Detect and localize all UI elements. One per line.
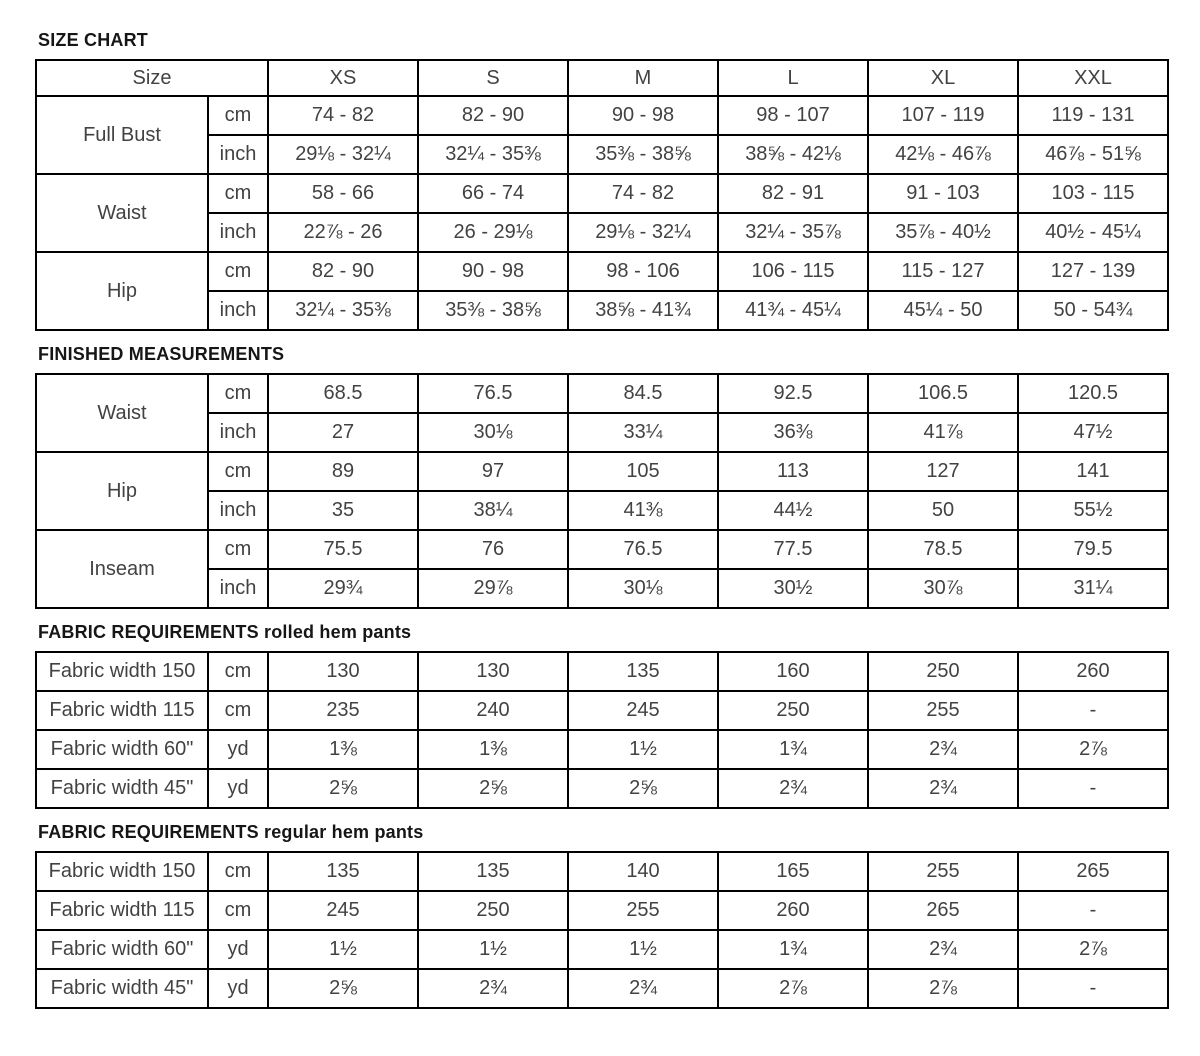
measurement-label: Fabric width 115 — [36, 891, 208, 930]
value-cell: 127 - 139 — [1018, 252, 1168, 291]
value-cell: 90 - 98 — [418, 252, 568, 291]
measurement-label: Fabric width 45" — [36, 969, 208, 1008]
value-cell: 119 - 131 — [1018, 96, 1168, 135]
value-cell: 141 — [1018, 452, 1168, 491]
finished-measurements-table — [35, 373, 1169, 609]
measurement-label: Waist — [36, 374, 208, 452]
value-cell: 1¾ — [718, 930, 868, 969]
value-cell: 76.5 — [418, 374, 568, 413]
value-cell: 98 - 107 — [718, 96, 868, 135]
value-cell: 165 — [718, 852, 868, 891]
measurement-label: Waist — [36, 174, 208, 252]
table-row — [36, 969, 1168, 1008]
section-title — [38, 343, 1200, 365]
value-cell: 135 — [568, 652, 718, 691]
value-cell: - — [1018, 969, 1168, 1008]
value-cell: 90 - 98 — [568, 96, 718, 135]
value-cell: 106.5 — [868, 374, 1018, 413]
table-row — [36, 96, 1168, 135]
value-cell: 29⅞ — [418, 569, 568, 608]
unit-label: yd — [208, 769, 268, 808]
value-cell: 89 — [268, 452, 418, 491]
value-cell: 58 - 66 — [268, 174, 418, 213]
value-cell: 97 — [418, 452, 568, 491]
section-title-text: FABRIC REQUIREMENTS — [38, 622, 259, 642]
measurement-tables-container — [35, 29, 1200, 1009]
value-cell: 77.5 — [718, 530, 868, 569]
value-cell: 1½ — [568, 930, 718, 969]
value-cell: 35 — [268, 491, 418, 530]
value-cell: 98 - 106 — [568, 252, 718, 291]
size-column-header: M — [568, 60, 718, 96]
measurement-label: Inseam — [36, 530, 208, 608]
value-cell: 35⅞ - 40½ — [868, 213, 1018, 252]
value-cell: 42⅛ - 46⅞ — [868, 135, 1018, 174]
value-cell: 245 — [568, 691, 718, 730]
unit-label: inch — [208, 413, 268, 452]
value-cell: 2⅞ — [868, 969, 1018, 1008]
table-row — [36, 452, 1168, 491]
value-cell: 78.5 — [868, 530, 1018, 569]
value-cell: 29⅛ - 32¼ — [568, 213, 718, 252]
value-cell: 160 — [718, 652, 868, 691]
unit-label: inch — [208, 213, 268, 252]
value-cell: 1⅜ — [268, 730, 418, 769]
unit-label: cm — [208, 96, 268, 135]
value-cell: 130 — [268, 652, 418, 691]
value-cell: 76.5 — [568, 530, 718, 569]
value-cell: 74 - 82 — [268, 96, 418, 135]
measurement-label: Fabric width 115 — [36, 691, 208, 730]
value-cell: 76 — [418, 530, 568, 569]
value-cell: 2⅝ — [268, 969, 418, 1008]
section-size-chart — [35, 29, 1200, 331]
value-cell: 115 - 127 — [868, 252, 1018, 291]
value-cell: - — [1018, 891, 1168, 930]
value-cell: 245 — [268, 891, 418, 930]
size-column-header: L — [718, 60, 868, 96]
value-cell: 2¾ — [868, 769, 1018, 808]
value-cell: 41⅞ — [868, 413, 1018, 452]
section-title-text: FABRIC REQUIREMENTS — [38, 822, 259, 842]
value-cell: 33¼ — [568, 413, 718, 452]
size-chart-table — [35, 59, 1169, 331]
value-cell: 75.5 — [268, 530, 418, 569]
unit-label: cm — [208, 174, 268, 213]
section-title-suffix: rolled hem pants — [264, 622, 412, 642]
value-cell: 2⅞ — [1018, 930, 1168, 969]
table-row — [36, 174, 1168, 213]
value-cell: 40½ - 45¼ — [1018, 213, 1168, 252]
section-fabric-requirements-rolled-hem — [35, 621, 1200, 809]
table-row — [36, 252, 1168, 291]
table-row — [36, 891, 1168, 930]
value-cell: 50 — [868, 491, 1018, 530]
value-cell: 135 — [268, 852, 418, 891]
value-cell: 35⅜ - 38⅝ — [418, 291, 568, 330]
value-cell: 41⅜ — [568, 491, 718, 530]
value-cell: 74 - 82 — [568, 174, 718, 213]
value-cell: 250 — [868, 652, 1018, 691]
unit-label: yd — [208, 730, 268, 769]
value-cell: 27 — [268, 413, 418, 452]
unit-label: inch — [208, 491, 268, 530]
table-row — [36, 374, 1168, 413]
unit-label: inch — [208, 569, 268, 608]
value-cell: 255 — [568, 891, 718, 930]
value-cell: 44½ — [718, 491, 868, 530]
value-cell: 31¼ — [1018, 569, 1168, 608]
value-cell: 127 — [868, 452, 1018, 491]
value-cell: 107 - 119 — [868, 96, 1018, 135]
value-cell: 30⅛ — [418, 413, 568, 452]
value-cell: 30⅞ — [868, 569, 1018, 608]
fabric-requirements-rolled-hem-table — [35, 651, 1169, 809]
value-cell: 260 — [1018, 652, 1168, 691]
value-cell: 255 — [868, 852, 1018, 891]
value-cell: 2¾ — [868, 730, 1018, 769]
value-cell: 82 - 90 — [418, 96, 568, 135]
value-cell: 68.5 — [268, 374, 418, 413]
unit-label: cm — [208, 530, 268, 569]
value-cell: 1½ — [268, 930, 418, 969]
value-cell: 130 — [418, 652, 568, 691]
size-column-header: XL — [868, 60, 1018, 96]
value-cell: 22⅞ - 26 — [268, 213, 418, 252]
measurement-label: Fabric width 60" — [36, 730, 208, 769]
section-title — [38, 29, 1200, 51]
value-cell: 35⅜ - 38⅝ — [568, 135, 718, 174]
value-cell: 92.5 — [718, 374, 868, 413]
value-cell: 255 — [868, 691, 1018, 730]
value-cell: 250 — [418, 891, 568, 930]
value-cell: 140 — [568, 852, 718, 891]
value-cell: 82 - 90 — [268, 252, 418, 291]
unit-label: cm — [208, 652, 268, 691]
value-cell: 2⅝ — [418, 769, 568, 808]
fabric-requirements-regular-hem-table — [35, 851, 1169, 1009]
value-cell: 30½ — [718, 569, 868, 608]
table-row — [36, 930, 1168, 969]
unit-label: inch — [208, 135, 268, 174]
section-title-text: SIZE CHART — [38, 30, 148, 50]
value-cell: - — [1018, 769, 1168, 808]
value-cell: 2¾ — [418, 969, 568, 1008]
value-cell: 32¼ - 35⅜ — [268, 291, 418, 330]
value-cell: 50 - 54¾ — [1018, 291, 1168, 330]
measurement-label: Fabric width 45" — [36, 769, 208, 808]
value-cell: 265 — [1018, 852, 1168, 891]
table-row — [36, 730, 1168, 769]
section-title — [38, 821, 1200, 843]
table-row — [36, 691, 1168, 730]
measurement-label: Fabric width 60" — [36, 930, 208, 969]
value-cell: 38⅝ - 41¾ — [568, 291, 718, 330]
unit-label: yd — [208, 969, 268, 1008]
value-cell: 1½ — [418, 930, 568, 969]
value-cell: 2⅞ — [1018, 730, 1168, 769]
section-title-text: FINISHED MEASUREMENTS — [38, 344, 285, 364]
value-cell: 79.5 — [1018, 530, 1168, 569]
measurement-label: Hip — [36, 452, 208, 530]
size-column-header: XS — [268, 60, 418, 96]
value-cell: 235 — [268, 691, 418, 730]
value-cell: 2¾ — [868, 930, 1018, 969]
value-cell: 113 — [718, 452, 868, 491]
value-cell: 45¼ - 50 — [868, 291, 1018, 330]
value-cell: 32¼ - 35⅞ — [718, 213, 868, 252]
value-cell: 260 — [718, 891, 868, 930]
unit-label: cm — [208, 374, 268, 413]
unit-label: cm — [208, 691, 268, 730]
value-cell: 1½ — [568, 730, 718, 769]
value-cell: 105 — [568, 452, 718, 491]
measurement-label: Fabric width 150 — [36, 852, 208, 891]
value-cell: 38⅝ - 42⅛ — [718, 135, 868, 174]
value-cell: - — [1018, 691, 1168, 730]
size-column-header: XXL — [1018, 60, 1168, 96]
value-cell: 265 — [868, 891, 1018, 930]
section-title-suffix: regular hem pants — [264, 822, 424, 842]
value-cell: 82 - 91 — [718, 174, 868, 213]
table-row — [36, 852, 1168, 891]
value-cell: 41¾ - 45¼ — [718, 291, 868, 330]
value-cell: 106 - 115 — [718, 252, 868, 291]
unit-label: cm — [208, 852, 268, 891]
value-cell: 29⅛ - 32¼ — [268, 135, 418, 174]
value-cell: 47½ — [1018, 413, 1168, 452]
value-cell: 1⅜ — [418, 730, 568, 769]
value-cell: 29¾ — [268, 569, 418, 608]
value-cell: 2⅝ — [568, 769, 718, 808]
value-cell: 250 — [718, 691, 868, 730]
unit-label: cm — [208, 252, 268, 291]
value-cell: 30⅛ — [568, 569, 718, 608]
size-column-header: S — [418, 60, 568, 96]
value-cell: 2⅝ — [268, 769, 418, 808]
value-cell: 38¼ — [418, 491, 568, 530]
section-finished-measurements — [35, 343, 1200, 609]
unit-label: inch — [208, 291, 268, 330]
value-cell: 2¾ — [718, 769, 868, 808]
unit-label: cm — [208, 452, 268, 491]
value-cell: 135 — [418, 852, 568, 891]
unit-label: cm — [208, 891, 268, 930]
value-cell: 84.5 — [568, 374, 718, 413]
value-cell: 120.5 — [1018, 374, 1168, 413]
value-cell: 240 — [418, 691, 568, 730]
value-cell: 46⅞ - 51⅝ — [1018, 135, 1168, 174]
value-cell: 103 - 115 — [1018, 174, 1168, 213]
table-row — [36, 769, 1168, 808]
header-size-label: Size — [36, 60, 268, 96]
measurement-label: Fabric width 150 — [36, 652, 208, 691]
value-cell: 26 - 29⅛ — [418, 213, 568, 252]
value-cell: 66 - 74 — [418, 174, 568, 213]
value-cell: 2⅞ — [718, 969, 868, 1008]
value-cell: 32¼ - 35⅜ — [418, 135, 568, 174]
value-cell: 36⅜ — [718, 413, 868, 452]
measurement-label: Hip — [36, 252, 208, 330]
table-row — [36, 652, 1168, 691]
value-cell: 91 - 103 — [868, 174, 1018, 213]
measurement-label: Full Bust — [36, 96, 208, 174]
table-header-row — [36, 60, 1168, 96]
value-cell: 2¾ — [568, 969, 718, 1008]
section-fabric-requirements-regular-hem — [35, 821, 1200, 1009]
section-title — [38, 621, 1200, 643]
unit-label: yd — [208, 930, 268, 969]
value-cell: 55½ — [1018, 491, 1168, 530]
table-row — [36, 530, 1168, 569]
value-cell: 1¾ — [718, 730, 868, 769]
